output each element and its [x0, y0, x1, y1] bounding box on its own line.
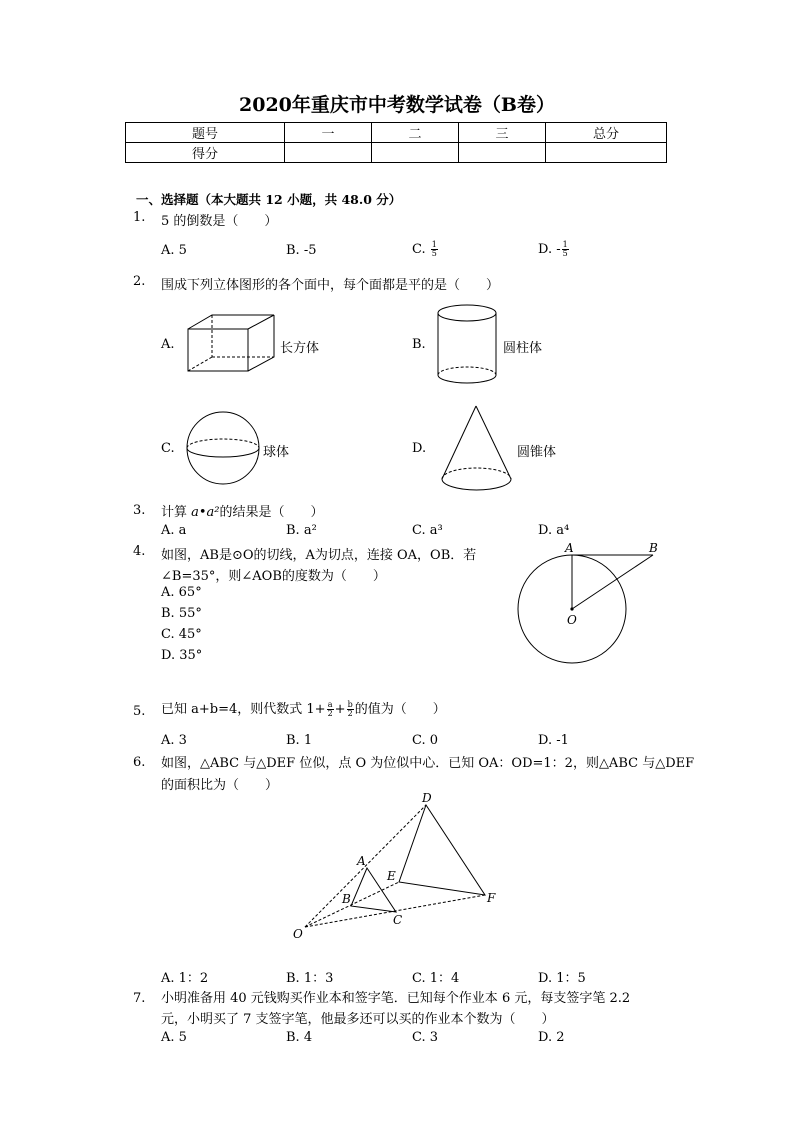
- question-number: 7.: [133, 991, 146, 1006]
- point-label: F: [487, 891, 496, 905]
- option-d: D. 35°: [161, 648, 203, 663]
- option-c: C. 0: [412, 733, 439, 748]
- option-b: B. -5: [286, 243, 317, 258]
- table-cell: 总分: [546, 123, 667, 143]
- option-b: B. a²: [286, 523, 317, 538]
- table-row: [126, 143, 667, 163]
- option-c: C.: [161, 441, 175, 456]
- table-cell: 三: [459, 123, 546, 143]
- question-stem: 的面积比为（ ）: [161, 778, 279, 793]
- table-cell: 二: [372, 123, 459, 143]
- option-d: D. - $\frac{1}{5}$: [538, 240, 568, 258]
- option-c: C. $\frac{1}{5}$: [412, 240, 437, 258]
- option-a: A. 5: [161, 243, 187, 258]
- point-label: C: [393, 913, 403, 927]
- option-a: A. 3: [161, 733, 187, 748]
- option-d: D. 1：5: [538, 971, 586, 986]
- score-table: [125, 122, 667, 163]
- option-a: A. 1：2: [161, 971, 209, 986]
- table-cell: 得分: [126, 143, 285, 163]
- section-heading: 一、选择题（本大题共 12 小题，共 48.0 分）: [136, 192, 402, 207]
- option-a: A. 5: [161, 1030, 187, 1045]
- cylinder-figure: [437, 303, 499, 385]
- question-stem: 计算 a•a²的结果是（ ）: [161, 505, 324, 520]
- table-cell: 题号: [126, 123, 285, 143]
- question-number: 6.: [133, 755, 146, 770]
- shape-name: 圆柱体: [503, 341, 543, 356]
- tangent-circle-figure: [505, 540, 675, 668]
- table-cell: [372, 143, 459, 163]
- question-number: 3.: [133, 503, 146, 518]
- cuboid-figure: [186, 313, 278, 373]
- option-d: D. -1: [538, 733, 569, 748]
- point-label: B: [649, 541, 658, 555]
- option-d: D.: [412, 441, 427, 456]
- question-stem: ∠B=35°，则∠AOB的度数为（ ）: [161, 569, 386, 584]
- question-number: 4.: [133, 544, 146, 559]
- question-stem: 如图，AB是⊙O的切线，A为切点，连接 OA，OB．若: [161, 548, 477, 563]
- question-number: 2.: [133, 274, 146, 289]
- question-stem: 5 的倒数是（ ）: [161, 214, 278, 229]
- homothety-figure: [285, 790, 505, 942]
- question-number: 1.: [133, 210, 146, 225]
- point-label: O: [567, 613, 577, 627]
- option-d: D. 2: [538, 1030, 565, 1045]
- point-label: A: [357, 854, 366, 868]
- option-b: B. 55°: [161, 606, 202, 621]
- page-title: 2020年重庆市中考数学试卷（B卷）: [239, 94, 555, 116]
- question-stem: 围成下列立体图形的各个面中，每个面都是平的是（ ）: [161, 278, 500, 293]
- question-stem: 已知 a+b=4，则代数式 1+ $\frac{a}{2}$ + $\frac{b}{2}$ 的值为（ ）: [161, 700, 446, 718]
- shape-name: 圆锥体: [517, 445, 557, 460]
- question-number: 5.: [133, 704, 146, 719]
- question-stem: 如图，△ABC 与△DEF 位似，点 O 为位似中心．已知 OA：OD=1：2，则△ABC 与△DEF: [161, 756, 695, 771]
- option-a: A.: [161, 337, 175, 352]
- point-label: A: [565, 541, 574, 555]
- table-cell: 一: [285, 123, 372, 143]
- point-label: O: [293, 927, 303, 941]
- option-c: C. 45°: [161, 627, 202, 642]
- cone-figure: [440, 405, 514, 493]
- table-row: [126, 123, 667, 143]
- option-c: C. 3: [412, 1030, 439, 1045]
- point-label: B: [342, 892, 351, 906]
- shape-name: 球体: [263, 445, 290, 460]
- question-stem: 小明准备用 40 元钱购买作业本和签字笔．已知每个作业本 6 元，每支签字笔 2.2: [161, 991, 631, 1006]
- table-cell: [459, 143, 546, 163]
- table-cell: [285, 143, 372, 163]
- option-b: B. 1：3: [286, 971, 334, 986]
- shape-name: 长方体: [280, 341, 320, 356]
- option-b: B. 1: [286, 733, 313, 748]
- option-c: C. 1：4: [412, 971, 460, 986]
- point-label: D: [422, 791, 432, 805]
- option-c: C. a³: [412, 523, 443, 538]
- option-b: B.: [412, 337, 426, 352]
- sphere-figure: [186, 411, 260, 485]
- point-label: E: [387, 869, 396, 883]
- option-d: D. a⁴: [538, 523, 570, 538]
- option-a: A. a: [161, 523, 187, 538]
- table-cell: [546, 143, 667, 163]
- option-a: A. 65°: [161, 585, 202, 600]
- option-b: B. 4: [286, 1030, 313, 1045]
- question-stem: 元，小明买了 7 支签字笔，他最多还可以买的作业本个数为（ ）: [161, 1012, 555, 1027]
